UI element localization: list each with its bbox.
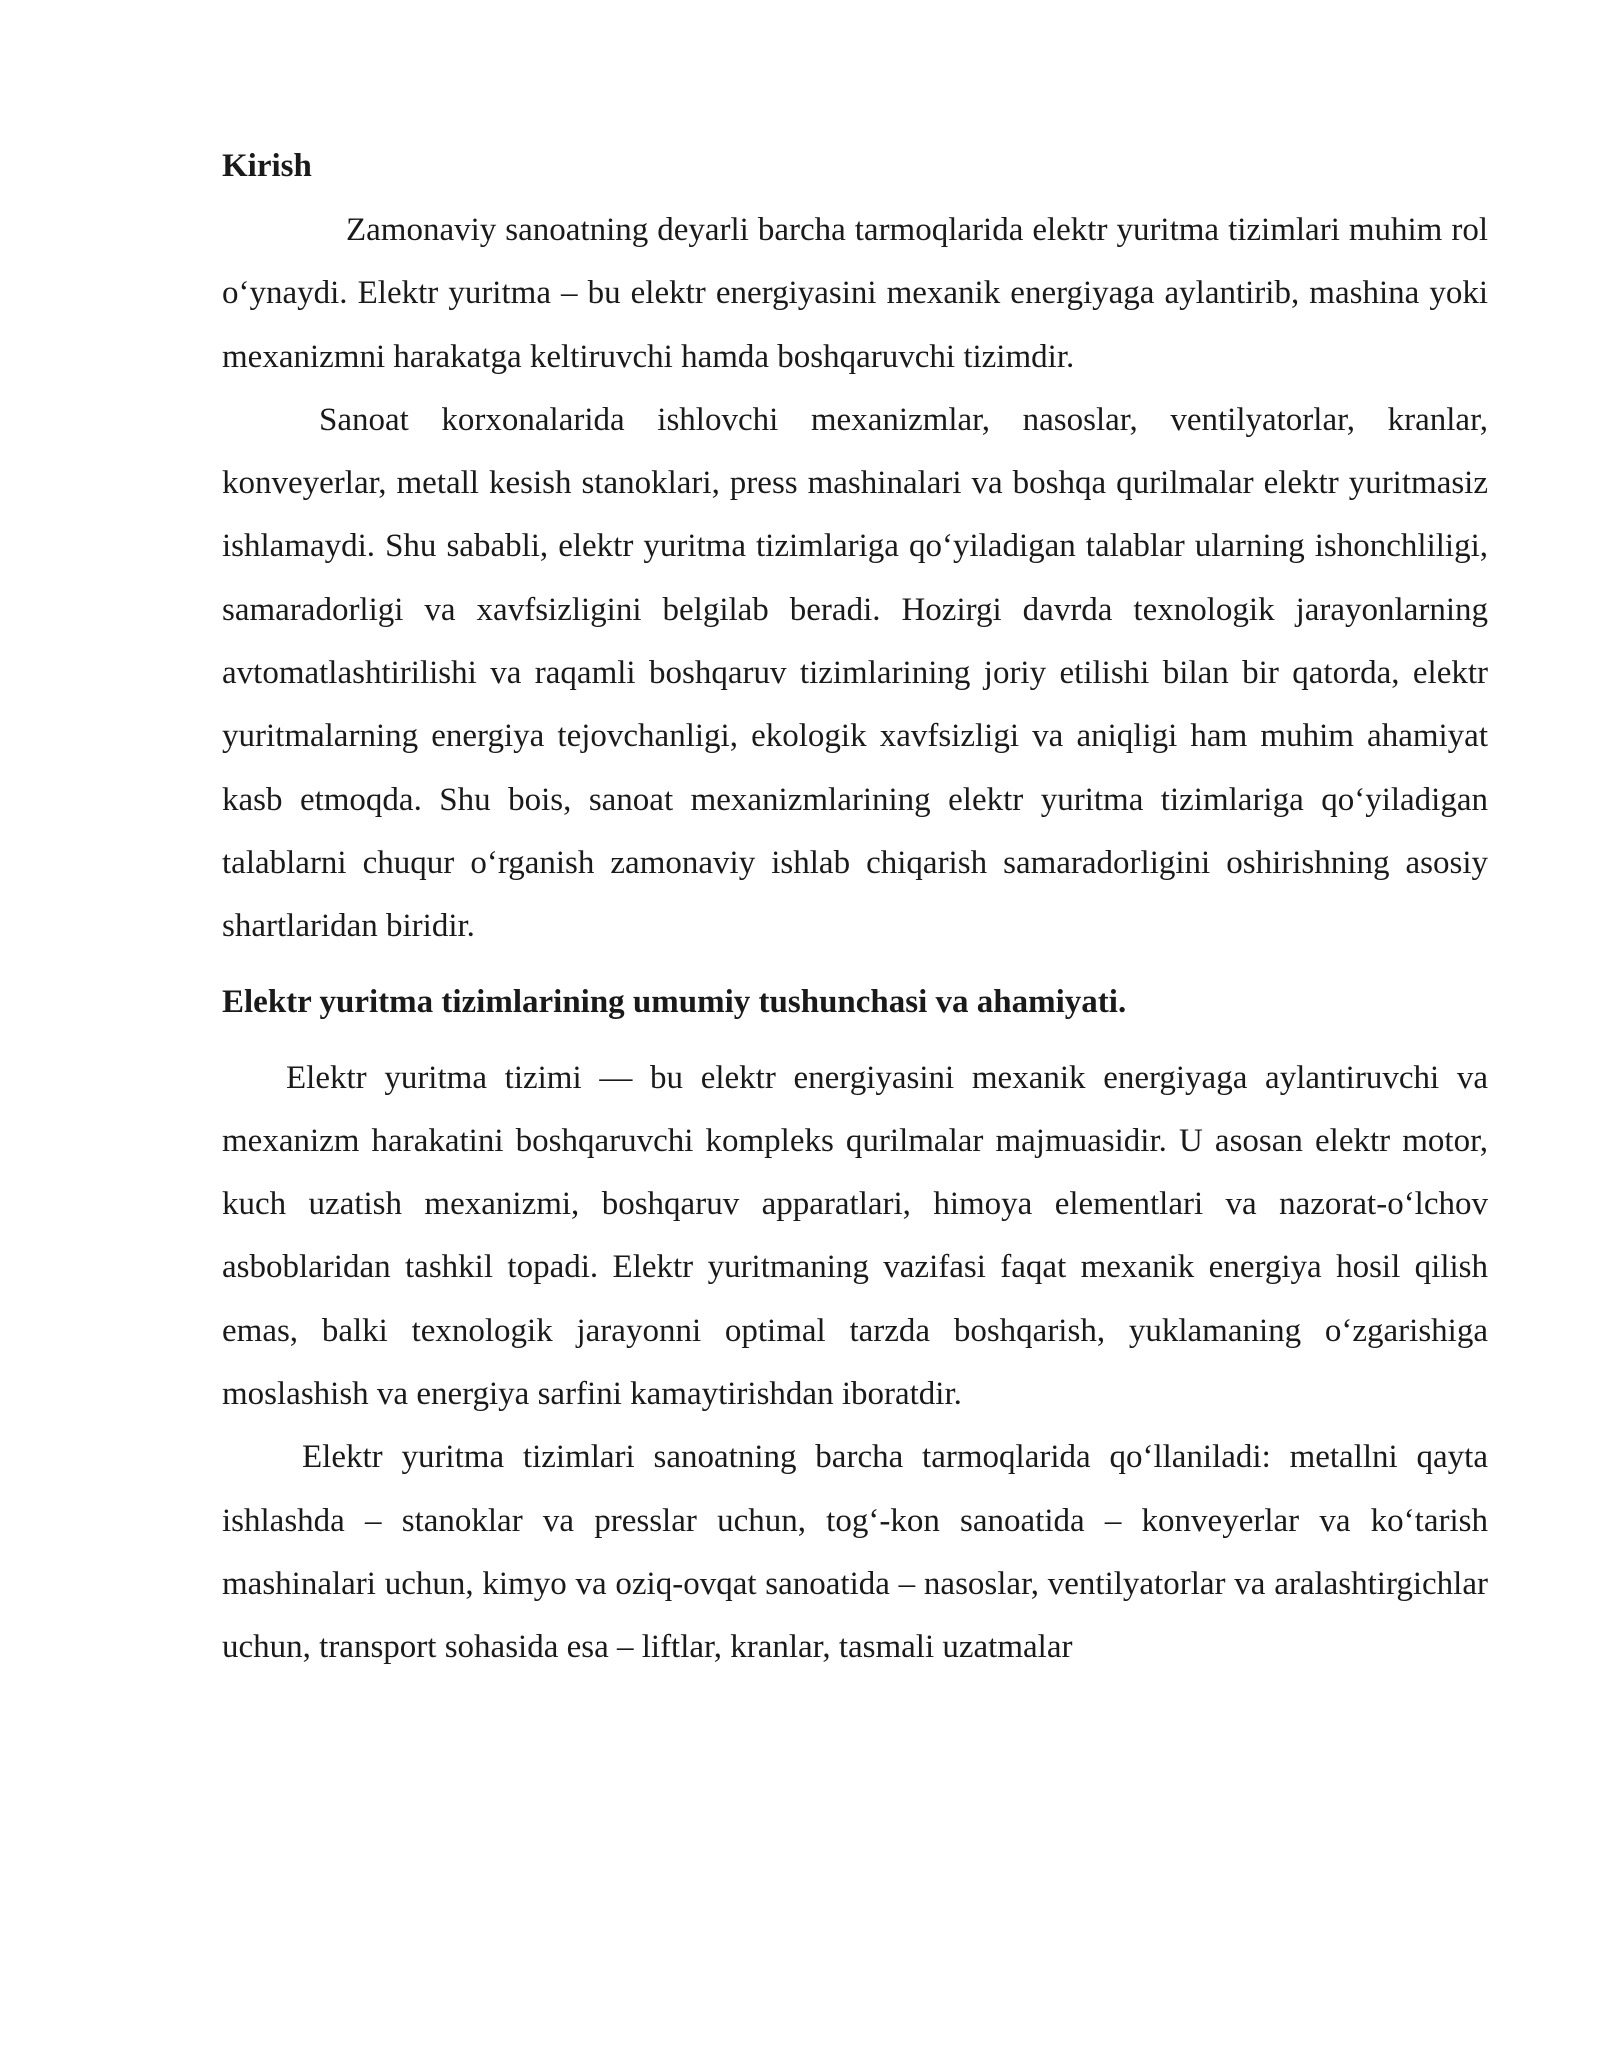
paragraph-section2-1: Elektr yuritma tizimi — bu elektr energiyasini mexanik energiyaga aylantiruvchi va mexanizm harakatini boshqaruvchi kompleks qurilmalar majmuasidir. U asosan elektr motor, kuch uzatish mexanizmi, boshqaruv apparatlari, himoya elementlari va nazorat-o‘lchov asboblaridan tashkil topadi. Elektr yuritmaning vazifasi faqat mexanik energiya hosil qilish emas, balki texnologik jarayonni optimal tarzda boshqarish, yuklamaning o‘zgarishiga moslashish va energiya sarfini kamaytirishdan iboratdir. <box>222 1059 1488 1413</box>
paragraph-intro-1: Zamonaviy sanoatning deyarli barcha tarmoqlarida elektr yuritma tizimlari muhim rol o‘ynaydi. Elektr yuritma – bu elektr energiyasini mexanik energiyaga aylantirib, mashina yoki mexanizmni harakatga keltiruvchi hamda boshqaruvchi tizimdir. <box>222 212 1488 375</box>
paragraph-section2-2: Elektr yuritma tizimlari sanoatning barcha tarmoqlarida qo‘llaniladi: metallni qayta ishlashda – stanoklar va presslar uchun, tog‘-kon sanoatida – konveyerlar va ko‘tarish mashinalari uchun, kimyo va oziq-ovqat sanoatida – nasoslar, ventilyatorlar va aralashtirgichlar uchun, transport sohasida esa – liftlar, kranlar, tasmali uzatmalar <box>222 1439 1488 1666</box>
document-body <box>222 146 1488 1680</box>
paragraph-intro-2: Sanoat korxonalarida ishlovchi mexanizmlar, nasoslar, ventilyatorlar, kranlar, konveyerlar, metall kesish stanoklari, press mashinalari va boshqa qurilmalar elektr yuritmasiz ishlamaydi. Shu sababli, elektr yuritma tizimlariga qo‘yiladigan talablar ularning ishonchliligi, samaradorligi va xavfsizligini belgilab beradi. Hozirgi davrda texnologik jarayonlarning avtomatlashtirilishi va raqamli boshqaruv tizimlarining joriy etilishi bilan bir qatorda, elektr yuritmalarning energiya tejovchanligi, ekologik xavfsizligi va aniqligi ham muhim ahamiyat kasb etmoqda. Shu bois, sanoat mexanizmlarining elektr yuritma tizimlariga qo‘yiladigan talablarni chuqur o‘rganish zamonaviy ishlab chiqarish samaradorligini oshirishning asosiy shartlaridan biridir. <box>222 401 1488 945</box>
section-heading-umumiy-tushuncha: Elektr yuritma tizimlarining umumiy tushunchasi va ahamiyati. <box>222 983 1127 1020</box>
section-heading-kirish: Kirish <box>222 148 312 184</box>
